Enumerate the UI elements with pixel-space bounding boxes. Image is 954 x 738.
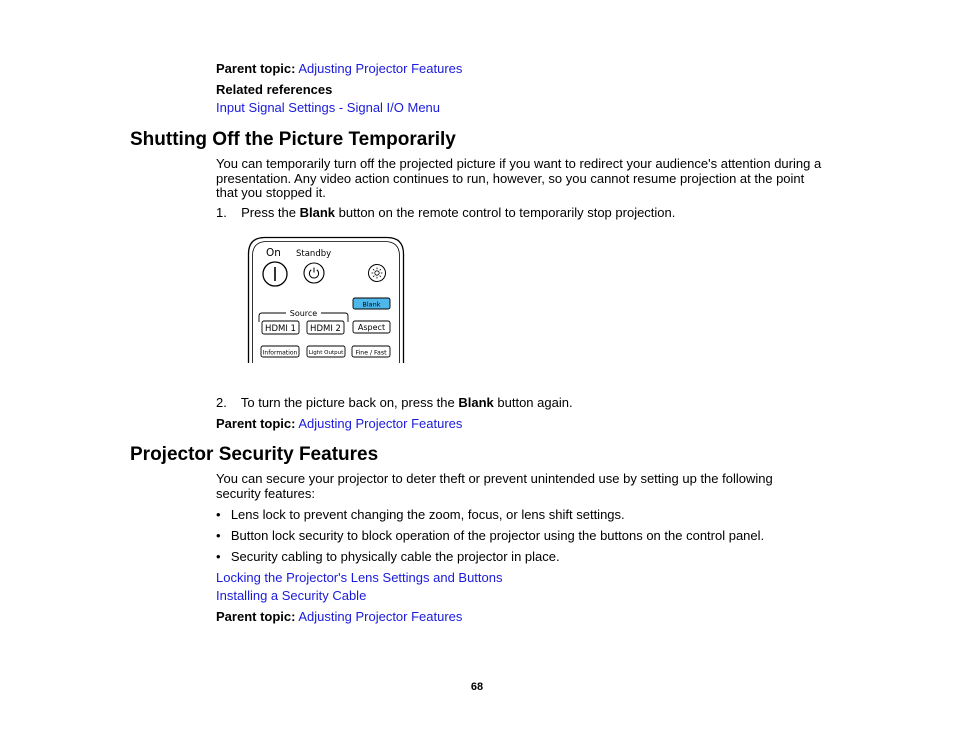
parent-topic-line-top	[216, 62, 462, 77]
hdmi2-button[interactable]	[307, 321, 344, 334]
hdmi1-label: HDMI 1	[265, 324, 296, 334]
aspect-label: Aspect	[357, 323, 386, 333]
parent-topic-link[interactable]: Adjusting Projector Features	[298, 61, 463, 76]
input-signal-settings-link[interactable]: Input Signal Settings - Signal I/O Menu	[216, 100, 441, 115]
parent-topic-label: Parent topic:	[216, 61, 296, 76]
standby-button-circle[interactable]	[304, 263, 324, 283]
section-heading-security-features: Projector Security Features	[130, 444, 379, 465]
hdmi2-label: HDMI 2	[310, 324, 341, 334]
step-2-text-post: button again.	[493, 395, 573, 410]
bullet-item-lens-lock	[216, 508, 625, 523]
step-1-text-post: button on the remote control to temporarily stop projection.	[335, 205, 676, 220]
step-2-text-bold: Blank	[458, 395, 494, 410]
step-1-number: 1.	[216, 205, 227, 220]
light-output-label: Light Output	[308, 350, 344, 357]
bullet-icon: •	[216, 549, 221, 564]
information-label: Information	[262, 349, 298, 357]
information-button[interactable]	[261, 346, 299, 357]
fine-fast-label: Fine / Fast	[355, 349, 387, 357]
fine-fast-button[interactable]	[352, 346, 390, 357]
light-button-circle[interactable]	[369, 265, 386, 282]
step-1-text-bold: Blank	[299, 205, 336, 220]
parent-topic-label: Parent topic:	[216, 416, 296, 431]
step-1-text-pre: Press the	[241, 205, 300, 220]
parent-topic-link[interactable]: Adjusting Projector Features	[298, 609, 463, 624]
section-heading-shutting-off: Shutting Off the Picture Temporarily	[130, 129, 456, 150]
parent-topic-line-section1	[216, 417, 462, 432]
bullet-text: Lens lock to prevent changing the zoom, focus, or lens shift settings.	[230, 507, 625, 522]
step-1	[216, 206, 675, 221]
step-2	[216, 396, 573, 411]
standby-label: Standby	[296, 249, 332, 259]
on-button[interactable]	[263, 262, 287, 286]
bullet-text: Button lock security to block operation of the projector using the buttons on the control panel.	[230, 528, 765, 543]
blank-button-label: Blank	[362, 300, 381, 309]
standby-button[interactable]	[304, 263, 324, 283]
hdmi1-button[interactable]	[262, 321, 299, 334]
related-reference-line	[216, 101, 440, 116]
parent-topic-label: Parent topic:	[216, 609, 296, 624]
bullet-text: Security cabling to physically cable the projector in place.	[230, 549, 560, 564]
locking-lens-settings-link[interactable]: Locking the Projector's Lens Settings and Buttons	[216, 570, 503, 585]
source-label: Source	[289, 309, 318, 318]
remote-control-illustration	[247, 236, 405, 364]
section2-intro-paragraph: You can secure your projector to deter theft or prevent unintended use by setting up the following security features:	[216, 471, 773, 501]
bullet-item-security-cabling	[216, 550, 560, 565]
step-2-number: 2.	[216, 395, 227, 410]
on-label: On	[266, 247, 281, 259]
lens-lock-link-line	[216, 571, 503, 586]
light-output-button[interactable]	[307, 346, 345, 357]
bullet-icon: •	[216, 528, 221, 543]
step-2-text-pre: To turn the picture back on, press the	[240, 395, 459, 410]
related-references-label: Related references	[216, 82, 333, 97]
section1-intro-paragraph: You can temporarily turn off the projected picture if you want to redirect your audience's attention during a presentation. Any video action continues to run, however, so you cannot resume projection at the point that you stopped it.	[216, 156, 822, 200]
parent-topic-line-section2	[216, 610, 462, 625]
installing-security-cable-link[interactable]: Installing a Security Cable	[216, 588, 367, 603]
bullet-icon: •	[216, 507, 221, 522]
aspect-button[interactable]	[353, 321, 390, 333]
security-cable-link-line	[216, 589, 366, 604]
page-number: 68	[470, 681, 484, 693]
bullet-item-button-lock	[216, 529, 764, 544]
parent-topic-link[interactable]: Adjusting Projector Features	[298, 416, 463, 431]
blank-button[interactable]	[353, 298, 390, 309]
light-button[interactable]	[369, 265, 386, 282]
